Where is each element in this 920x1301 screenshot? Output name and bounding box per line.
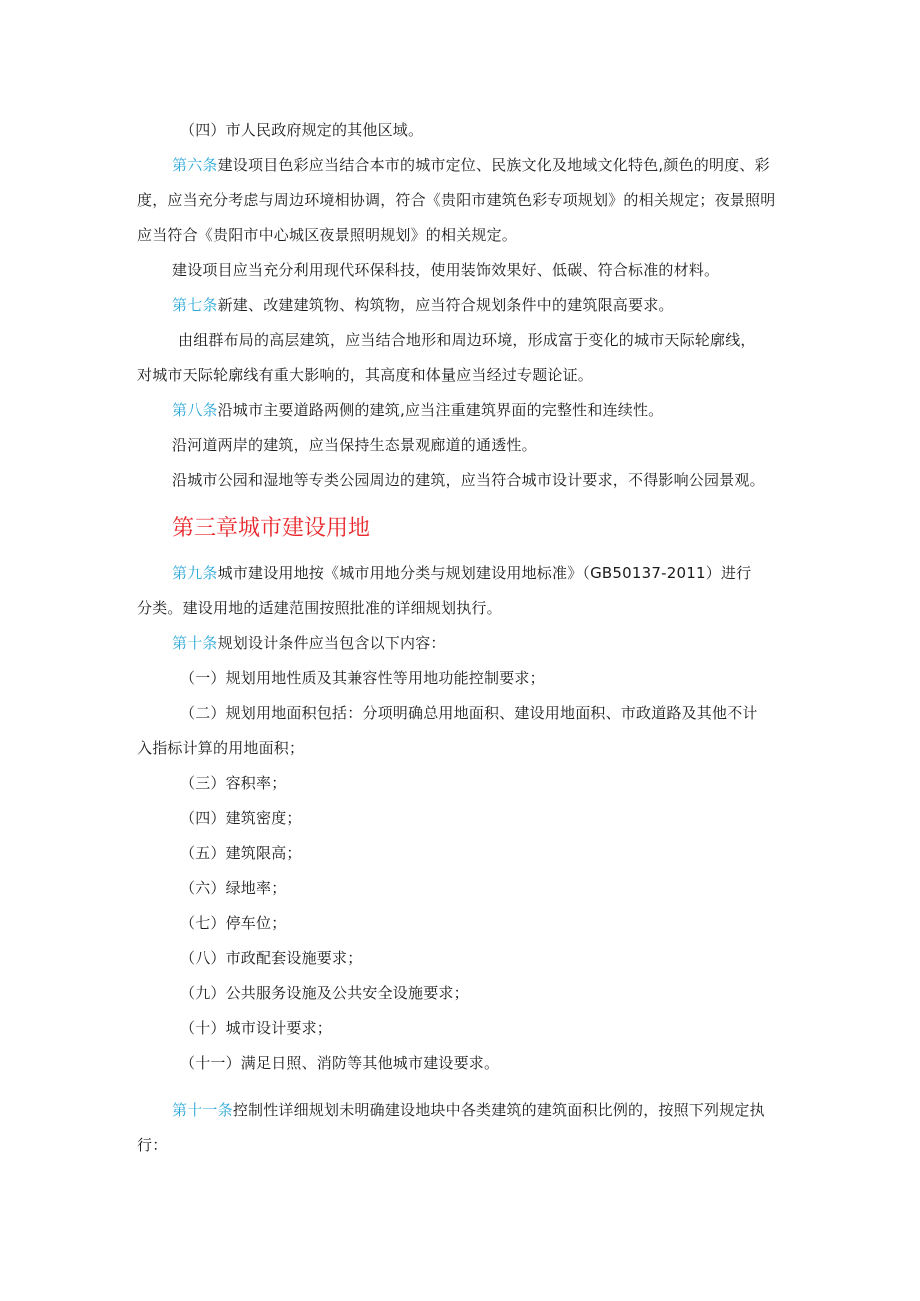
article-text: 沿城市主要道路两侧的建筑,应当注重建筑界面的完整性和连续性。: [217, 401, 664, 419]
article-7-line-1: [172, 295, 674, 315]
article-9-line-2: 分类。建设用地的适建范围按照批准的详细规划执行。: [137, 599, 502, 617]
article-8-line-1: [172, 400, 663, 420]
paragraph: 建设项目应当充分利用现代环保科技，使用装饰效果好、低碳、符合标准的材料。: [172, 261, 720, 279]
paragraph: 对城市天际轮廓线有重大影响的，其高度和体量应当经过专题论证。: [137, 366, 594, 384]
list-item: （四）建筑密度；: [180, 809, 302, 827]
paragraph: （四）市人民政府规定的其他区域。: [180, 121, 424, 139]
article-text: 建设项目色彩应当结合本市的城市定位、民族文化及地域文化特色,颜色的明度、彩: [217, 156, 770, 174]
paragraph: 沿城市公园和湿地等专类公园周边的建筑，应当符合城市设计要求，不得影响公园景观。: [172, 471, 765, 489]
article-9-line-1: [172, 563, 751, 583]
list-item: （三）容积率；: [180, 774, 287, 792]
list-item: （八）市政配套设施要求；: [180, 949, 363, 967]
article-text: 控制性详细规划未明确建设地块中各类建筑的建筑面积比例的，按照下列规定执: [232, 1101, 765, 1119]
article-10-line-1: [172, 633, 446, 653]
article-text: 规划设计条件应当包含以下内容：: [217, 634, 446, 652]
article-label: 第九条: [172, 564, 218, 582]
list-item: （十一）满足日照、消防等其他城市建设要求。: [180, 1054, 500, 1072]
article-6-line-2: 度，应当充分考虑与周边环境相协调，符合《贵阳市建筑色彩专项规划》的相关规定；夜景照明: [137, 191, 776, 209]
list-item-continuation: 入指标计算的用地面积；: [137, 739, 305, 757]
article-label: 第十一条: [172, 1101, 233, 1119]
article-11-line-2: 行：: [137, 1136, 168, 1154]
list-item: （二）规划用地面积包括：分项明确总用地面积、建设用地面积、市政道路及其他不计: [180, 704, 758, 722]
paragraph: 沿河道两岸的建筑，应当保持生态景观廊道的通透性。: [172, 436, 537, 454]
list-item: （七）停车位；: [180, 914, 287, 932]
list-item: （九）公共服务设施及公共安全设施要求；: [180, 984, 469, 1002]
list-item: （五）建筑限高；: [180, 844, 302, 862]
paragraph: 由组群布局的高层建筑，应当结合地形和周边环境，形成富于变化的城市天际轮廓线，: [178, 331, 756, 349]
list-item: （十）城市设计要求；: [180, 1019, 333, 1037]
article-6-line-1: [172, 155, 770, 175]
list-item: （一）规划用地性质及其兼容性等用地功能控制要求；: [180, 669, 545, 687]
article-6-line-3: 应当符合《贵阳市中心城区夜景照明规划》的相关规定。: [137, 226, 518, 244]
article-label: 第六条: [172, 156, 218, 174]
list-item: （六）绿地率；: [180, 879, 287, 897]
chapter-heading: 第三章城市建设用地: [172, 516, 371, 541]
article-label: 第十条: [172, 634, 218, 652]
article-11-line-1: [172, 1100, 765, 1120]
article-text: 新建、改建建筑物、构筑物，应当符合规划条件中的建筑限高要求。: [217, 296, 674, 314]
article-label: 第八条: [172, 401, 218, 419]
article-text: 城市建设用地按《城市用地分类与规划建设用地标准》（GB50137-2011）进行: [217, 564, 752, 582]
article-label: 第七条: [172, 296, 218, 314]
